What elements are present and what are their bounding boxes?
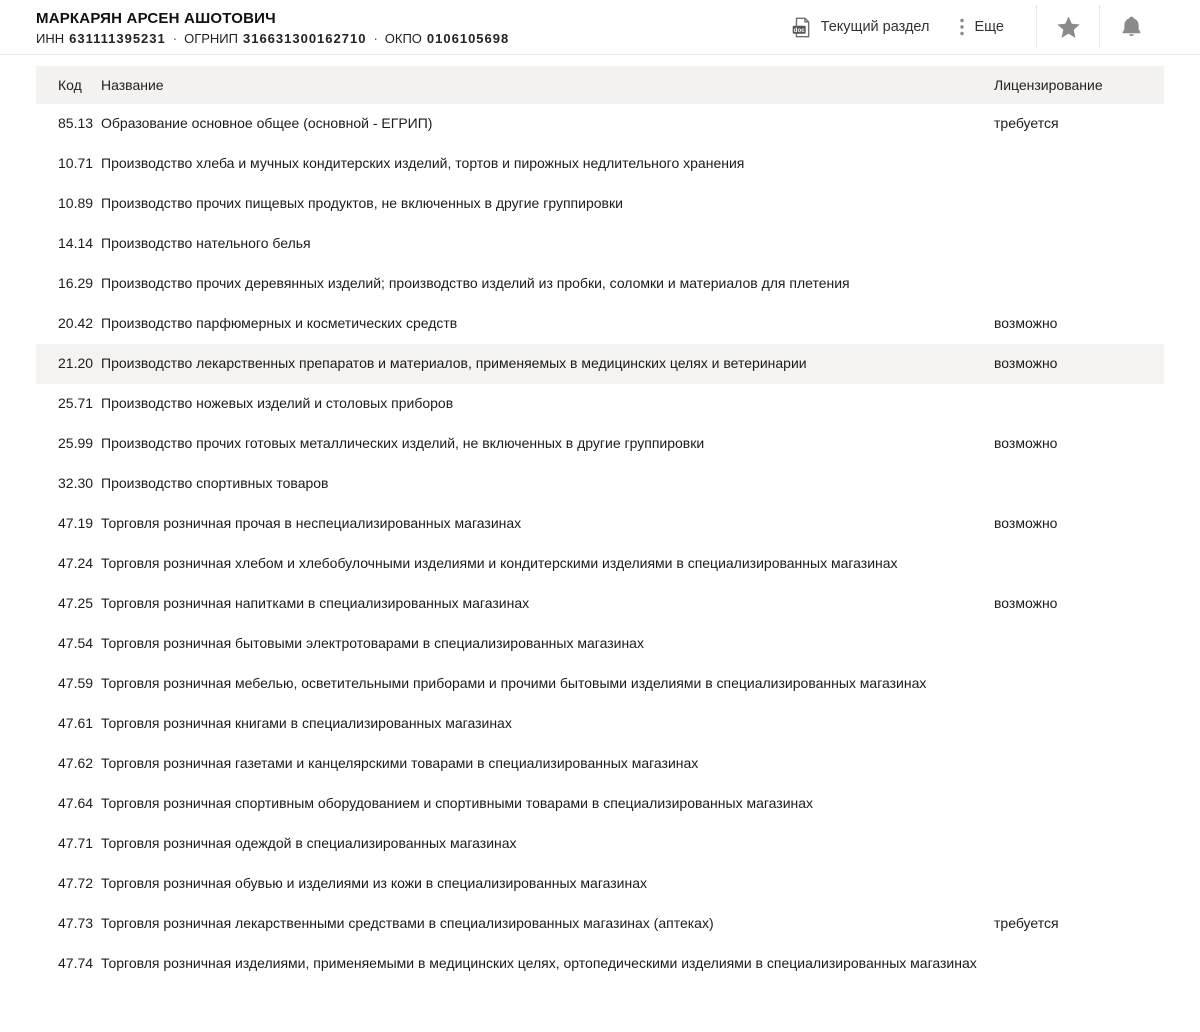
row-code: 85.13	[58, 115, 94, 131]
notifications-bell-button[interactable]	[1100, 3, 1162, 51]
row-name: Торговля розничная изделиями, применяемыми в медицинских целях, ортопедическими изделиями в специализированных магазинах	[101, 955, 977, 971]
row-name: Торговля розничная газетами и канцелярскими товарами в специализированных магазинах	[101, 755, 699, 771]
row-name: Торговля розничная прочая в неспециализированных магазинах	[101, 515, 522, 531]
row-name: Торговля розничная напитками в специализированных магазинах	[101, 595, 530, 611]
row-name: Торговля розничная книгами в специализированных магазинах	[101, 715, 512, 731]
separator-dot: ·	[373, 31, 378, 46]
table-row[interactable]	[36, 864, 1164, 904]
row-code: 25.99	[58, 435, 94, 451]
row-name: Торговля розничная спортивным оборудованием и спортивными товарами в специализированных магазинах	[101, 795, 814, 811]
row-name: Производство прочих готовых металлических изделий, не включенных в другие группировки	[101, 435, 705, 451]
separator-dot: ·	[172, 31, 178, 46]
row-name: Торговля розничная бытовыми электротоварами в специализированных магазинах	[101, 635, 644, 651]
row-name: Образование основное общее (основной - ЕГРИП)	[101, 115, 433, 131]
table-row[interactable]	[36, 464, 1164, 504]
row-code: 32.30	[58, 475, 94, 491]
table-row[interactable]	[36, 624, 1164, 664]
row-name: Производство парфюмерных и косметических средств	[101, 315, 458, 331]
table-row[interactable]	[36, 304, 1164, 344]
favorite-star-button[interactable]	[1037, 3, 1099, 51]
registry-numbers	[36, 31, 509, 46]
topbar-actions	[789, 0, 1162, 54]
more-button[interactable]	[957, 11, 1006, 43]
row-code: 47.71	[58, 835, 94, 851]
column-header-code: Код	[58, 77, 82, 93]
entity-identity	[36, 8, 509, 46]
table-row[interactable]	[36, 104, 1164, 144]
table-row[interactable]	[36, 904, 1164, 944]
table-row[interactable]	[36, 824, 1164, 864]
vertical-dots-icon	[959, 17, 965, 37]
row-licensing: возможно	[994, 355, 1058, 371]
row-name: Производство прочих деревянных изделий; производство изделий из пробки, соломки и материалов для плетения	[101, 275, 850, 291]
row-code: 10.71	[58, 155, 94, 171]
row-code: 25.71	[58, 395, 94, 411]
table-row[interactable]	[36, 584, 1164, 624]
table-row[interactable]	[36, 344, 1164, 384]
svg-text:doc: doc	[793, 26, 805, 34]
table-row[interactable]	[36, 424, 1164, 464]
row-name: Производство ножевых изделий и столовых приборов	[101, 395, 454, 411]
column-header-licensing: Лицензирование	[994, 77, 1103, 93]
okpo-value: 0106105698	[426, 31, 510, 46]
okved-table	[36, 66, 1164, 984]
bell-icon	[1119, 15, 1144, 40]
inn-label: ИНН	[36, 31, 65, 46]
table-body	[36, 104, 1164, 984]
ogrnip-value: 316631300162710	[242, 31, 367, 46]
row-code: 10.89	[58, 195, 94, 211]
table-row[interactable]	[36, 384, 1164, 424]
table-row[interactable]	[36, 144, 1164, 184]
row-code: 47.64	[58, 795, 94, 811]
row-name: Производство лекарственных препаратов и материалов, применяемых в медицинских целях и ветеринарии	[101, 355, 807, 371]
entity-name: МАРКАРЯН АРСЕН АШОТОВИЧ	[36, 10, 276, 27]
table-row[interactable]	[36, 664, 1164, 704]
table-row[interactable]	[36, 784, 1164, 824]
row-licensing: возможно	[994, 595, 1058, 611]
row-code: 47.73	[58, 915, 94, 931]
doc-file-icon	[791, 17, 812, 38]
row-code: 47.62	[58, 755, 94, 771]
row-name: Производство нательного белья	[101, 235, 311, 251]
table-row[interactable]	[36, 944, 1164, 984]
row-code: 47.19	[58, 515, 94, 531]
table-row[interactable]	[36, 184, 1164, 224]
row-code: 16.29	[58, 275, 94, 291]
okpo-label: ОКПО	[384, 31, 422, 46]
row-licensing: возможно	[994, 315, 1058, 331]
row-licensing: требуется	[994, 915, 1059, 931]
current-section-label: Текущий раздел	[820, 19, 930, 35]
row-name: Производство спортивных товаров	[101, 475, 329, 491]
row-code: 47.24	[58, 555, 94, 571]
ogrnip-label: ОГРНИП	[184, 31, 238, 46]
row-code: 47.59	[58, 675, 94, 691]
column-header-name: Название	[101, 77, 164, 93]
topbar	[0, 0, 1200, 55]
row-name: Торговля розничная лекарственными средствами в специализированных магазинах (аптеках)	[101, 915, 714, 931]
star-icon	[1055, 14, 1082, 41]
row-code: 47.74	[58, 955, 94, 971]
row-licensing: возможно	[994, 515, 1058, 531]
table-row[interactable]	[36, 264, 1164, 304]
row-code: 14.14	[58, 235, 94, 251]
row-name: Торговля розничная хлебом и хлебобулочными изделиями и кондитерскими изделиями в специализированных магазинах	[101, 555, 898, 571]
inn-value: 631111395231	[69, 31, 166, 46]
table-header-row	[36, 66, 1164, 104]
row-name: Торговля розничная мебелью, осветительными приборами и прочими бытовыми изделиями в специализированных магазинах	[101, 675, 927, 691]
more-label: Еще	[974, 19, 1004, 35]
row-licensing: требуется	[994, 115, 1059, 131]
row-name: Торговля розничная одеждой в специализированных магазинах	[101, 835, 517, 851]
current-section-button[interactable]	[789, 11, 932, 44]
row-code: 47.25	[58, 595, 94, 611]
row-code: 21.20	[58, 355, 94, 371]
row-name: Производство хлеба и мучных кондитерских изделий, тортов и пирожных недлительного хранения	[101, 155, 745, 171]
row-name: Торговля розничная обувью и изделиями из кожи в специализированных магазинах	[101, 875, 648, 891]
table-row[interactable]	[36, 224, 1164, 264]
table-row[interactable]	[36, 744, 1164, 784]
table-row[interactable]	[36, 504, 1164, 544]
row-code: 47.61	[58, 715, 94, 731]
row-code: 20.42	[58, 315, 94, 331]
row-code: 47.72	[58, 875, 94, 891]
row-code: 47.54	[58, 635, 94, 651]
row-name: Производство прочих пищевых продуктов, не включенных в другие группировки	[101, 195, 623, 211]
row-licensing: возможно	[994, 435, 1058, 451]
table-row[interactable]	[36, 704, 1164, 744]
table-row[interactable]	[36, 544, 1164, 584]
